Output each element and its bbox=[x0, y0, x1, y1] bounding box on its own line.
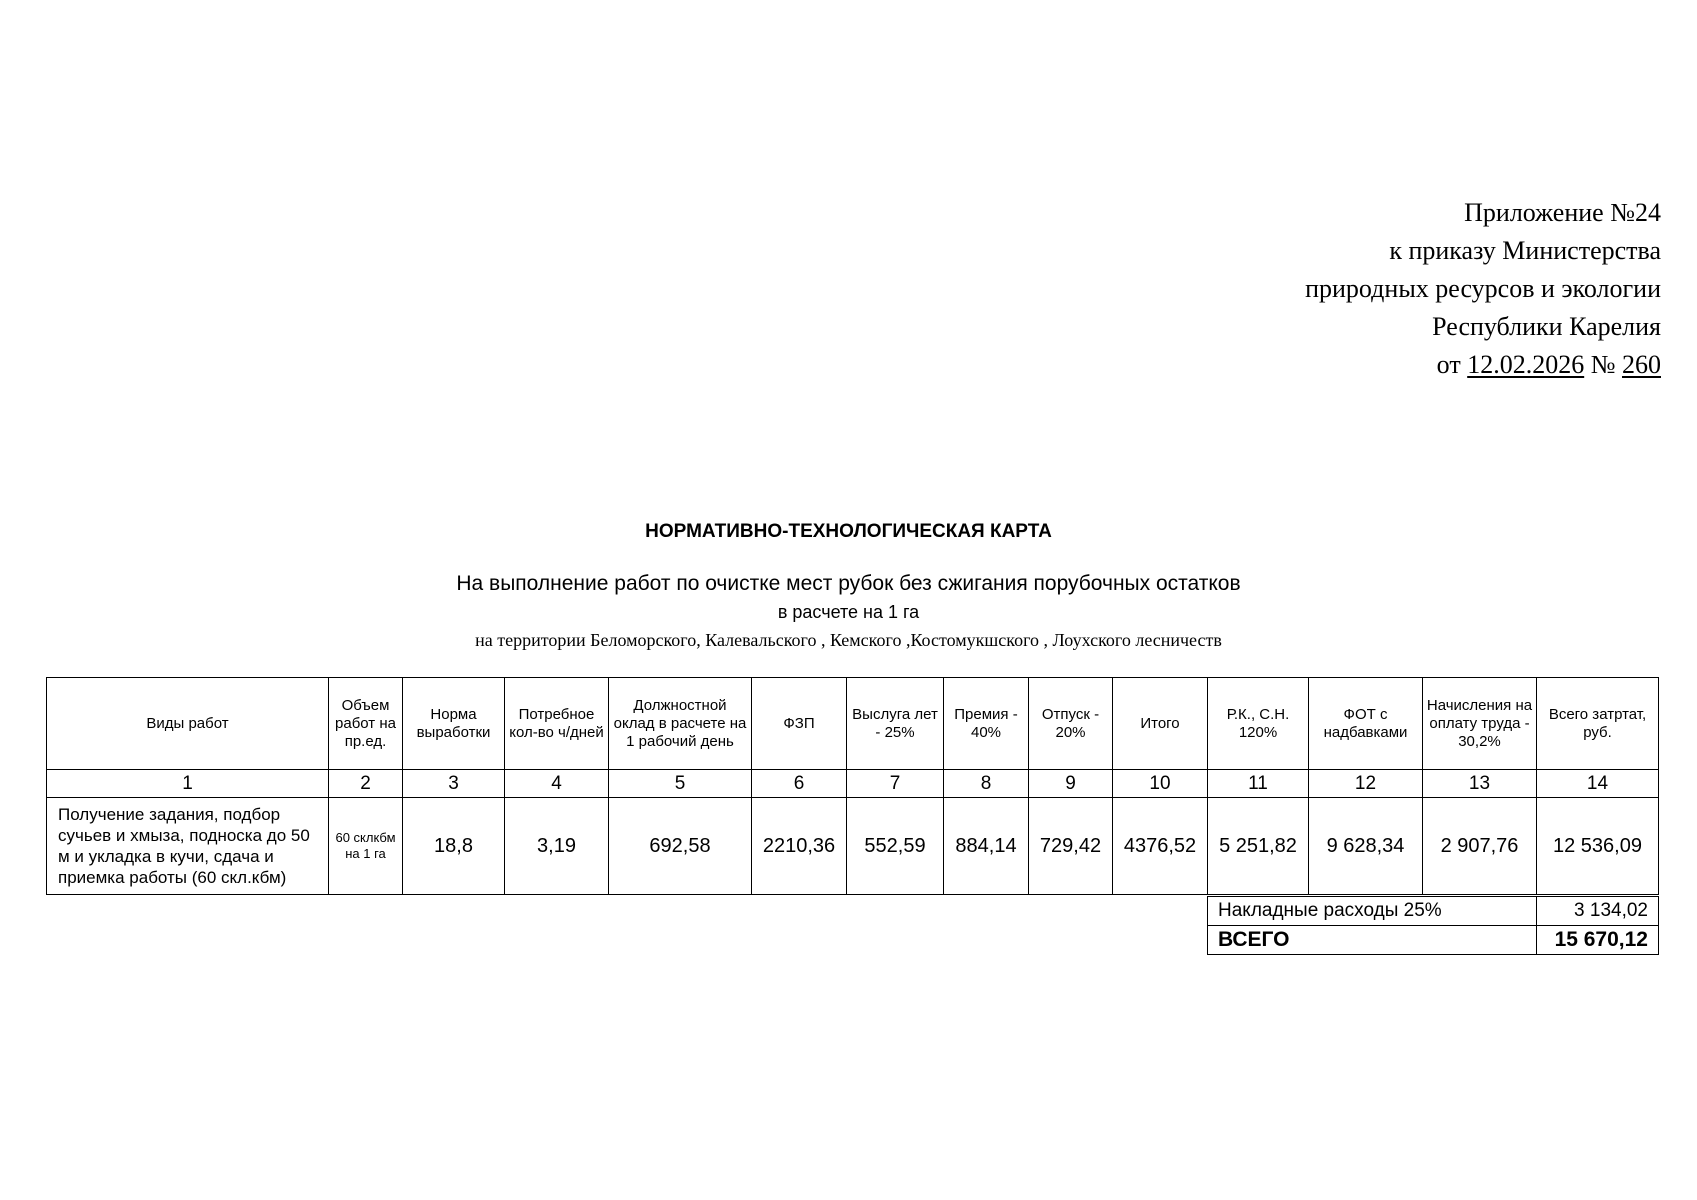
col-header-subtotal: Итого bbox=[1113, 678, 1208, 770]
number-label: № bbox=[1590, 350, 1616, 379]
column-number: 2 bbox=[329, 770, 403, 798]
column-number-row bbox=[47, 770, 1659, 798]
cell-work-type: Получение задания, подбор сучьев и хмыза, подноска до 50 м и укладка в кучи, сдача и приемка работы (60 скл.кбм) bbox=[47, 798, 329, 895]
col-header-man-days: Потребное кол-во ч/дней bbox=[505, 678, 609, 770]
cell-regional-coef: 5 251,82 bbox=[1208, 798, 1309, 895]
cell-volume: 60 склкбм на 1 га bbox=[329, 798, 403, 895]
cell-subtotal: 4376,52 bbox=[1113, 798, 1208, 895]
cell-payroll: 2210,36 bbox=[752, 798, 847, 895]
order-number: 260 bbox=[1622, 350, 1661, 379]
column-number: 7 bbox=[847, 770, 944, 798]
column-number: 10 bbox=[1113, 770, 1208, 798]
from-label: от bbox=[1436, 350, 1461, 379]
overhead-row bbox=[1208, 897, 1659, 926]
cell-accruals: 2 907,76 bbox=[1423, 798, 1537, 895]
column-number: 4 bbox=[505, 770, 609, 798]
table-header-row bbox=[47, 678, 1659, 770]
col-header-daily-salary: Должностной оклад в расчете на 1 рабочий день bbox=[609, 678, 752, 770]
appendix-block bbox=[1305, 194, 1661, 384]
cell-seniority: 552,59 bbox=[847, 798, 944, 895]
appendix-date-line bbox=[1305, 346, 1661, 384]
col-header-regional-coef: Р.К., С.Н. 120% bbox=[1208, 678, 1309, 770]
document-subtitle: На выполнение работ по очистке мест рубок без сжигания порубочных остатков bbox=[456, 572, 1241, 595]
col-header-seniority: Выслуга лет - 25% bbox=[847, 678, 944, 770]
col-header-output-norm: Норма выработки bbox=[403, 678, 505, 770]
overhead-value: 3 134,02 bbox=[1537, 897, 1659, 926]
column-number: 9 bbox=[1029, 770, 1113, 798]
cell-daily-salary: 692,58 bbox=[609, 798, 752, 895]
column-number: 12 bbox=[1309, 770, 1423, 798]
col-header-work-type: Виды работ bbox=[47, 678, 329, 770]
document-title: НОРМАТИВНО-ТЕХНОЛОГИЧЕСКАЯ КАРТА bbox=[645, 521, 1052, 542]
cell-man-days: 3,19 bbox=[505, 798, 609, 895]
col-header-payroll: ФЗП bbox=[752, 678, 847, 770]
document-unit: в расчете на 1 га bbox=[777, 602, 920, 622]
grand-total-label: ВСЕГО bbox=[1208, 926, 1537, 955]
document-territory: на территории Беломорского, Калевальского , Кемского ,Костомукшского , Лоухского лесничеств bbox=[475, 630, 1222, 650]
cell-vacation: 729,42 bbox=[1029, 798, 1113, 895]
column-number: 6 bbox=[752, 770, 847, 798]
cell-bonus: 884,14 bbox=[944, 798, 1029, 895]
col-header-fot: ФОТ с надбавками bbox=[1309, 678, 1423, 770]
col-header-vacation: Отпуск - 20% bbox=[1029, 678, 1113, 770]
appendix-ministry: природных ресурсов и экологии bbox=[1305, 274, 1661, 303]
totals-table bbox=[1207, 896, 1659, 955]
appendix-order-ref: к приказу Министерства bbox=[1389, 236, 1661, 265]
table-row bbox=[47, 798, 1659, 895]
column-number: 14 bbox=[1537, 770, 1659, 798]
column-number: 8 bbox=[944, 770, 1029, 798]
column-number: 1 bbox=[47, 770, 329, 798]
cell-total-cost: 12 536,09 bbox=[1537, 798, 1659, 895]
cell-fot: 9 628,34 bbox=[1309, 798, 1423, 895]
column-number: 5 bbox=[609, 770, 752, 798]
appendix-number: Приложение №24 bbox=[1464, 198, 1661, 227]
col-header-bonus: Премия - 40% bbox=[944, 678, 1029, 770]
appendix-republic: Республики Карелия bbox=[1432, 312, 1661, 341]
cell-output-norm: 18,8 bbox=[403, 798, 505, 895]
col-header-accruals: Начисления на оплату труда - 30,2% bbox=[1423, 678, 1537, 770]
column-number: 3 bbox=[403, 770, 505, 798]
grand-total-row bbox=[1208, 926, 1659, 955]
col-header-total-cost: Всего затртат, руб. bbox=[1537, 678, 1659, 770]
tech-map-table bbox=[46, 677, 1659, 895]
order-date: 12.02.2026 bbox=[1467, 350, 1585, 379]
column-number: 11 bbox=[1208, 770, 1309, 798]
column-number: 13 bbox=[1423, 770, 1537, 798]
overhead-label: Накладные расходы 25% bbox=[1208, 897, 1537, 926]
col-header-volume: Объем работ на пр.ед. bbox=[329, 678, 403, 770]
grand-total-value: 15 670,12 bbox=[1537, 926, 1659, 955]
